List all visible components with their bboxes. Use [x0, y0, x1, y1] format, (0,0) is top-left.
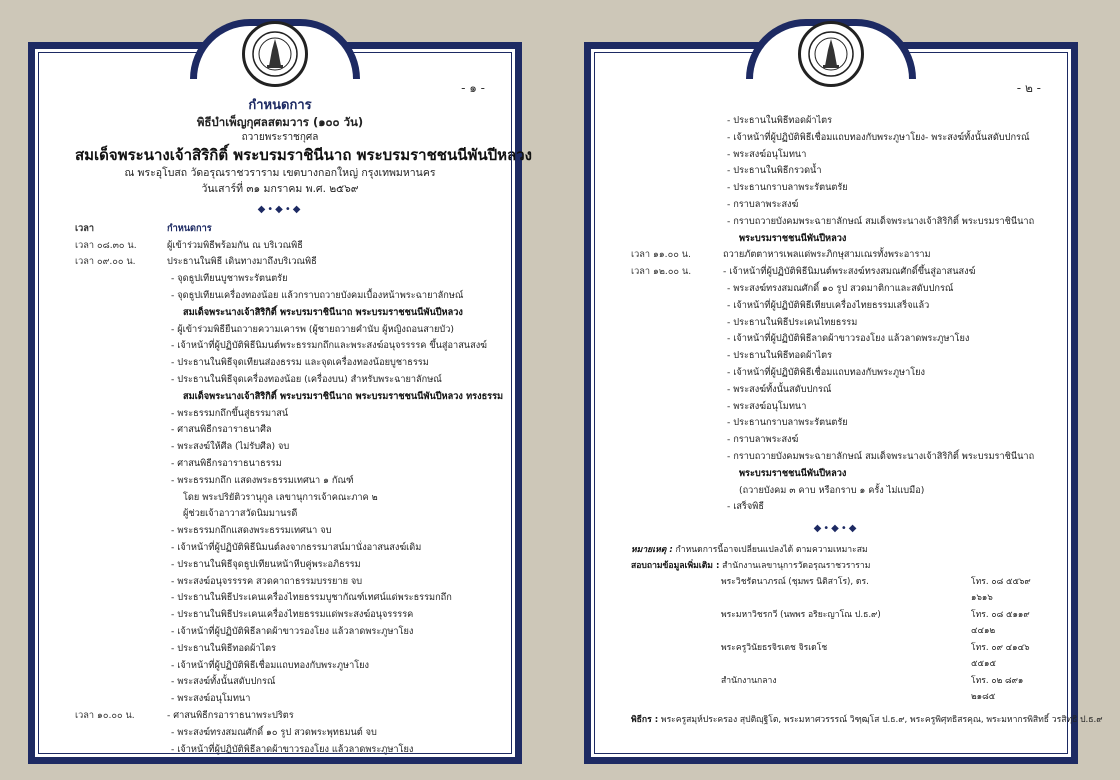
schedule-row: [75, 590, 485, 607]
schedule-row: [75, 422, 485, 439]
schedule-item: - เจ้าหน้าที่ผู้ปฏิบัติพิธีลาดผ้าขาวรองโยง แล้วลาดพระภูษาโยง: [171, 625, 414, 637]
schedule-item: - ประธานในพิธีทอดผ้าไตร: [171, 642, 277, 654]
schedule-time: เวลา ๑๑.๐๐ น.: [631, 249, 691, 261]
schedule-row: [75, 473, 485, 490]
schedule-row: [631, 382, 1041, 399]
schedule-time: [631, 415, 723, 432]
schedule-row: [631, 214, 1041, 231]
schedule-item: - ประธานในพิธีกรวดน้ำ: [727, 165, 822, 177]
schedule-time: [631, 331, 723, 348]
temple-seal-logo: [798, 21, 864, 87]
schedule-row: [75, 254, 485, 271]
schedule-page-2: [584, 42, 1103, 764]
schedule-time: [75, 674, 167, 691]
schedule-item: - ประธานในพิธีจุดเครื่องทองน้อย (เครื่องบน) สำหรับพระฉายาลักษณ์: [171, 373, 442, 385]
schedule-item: - พระธรรมกถึกขึ้นสู่ธรรมาสน์: [171, 407, 289, 419]
schedule-row: [75, 506, 485, 523]
schedule-time: [75, 372, 167, 389]
schedule-time: [75, 742, 167, 759]
schedule-item: - พระธรรมกถึกแสดงพระธรรมเทศนา จบ: [171, 525, 332, 537]
schedule-row: [75, 238, 485, 255]
schedule-row: [631, 399, 1041, 416]
schedule-row: [631, 163, 1041, 180]
schedule-content: [631, 113, 1103, 728]
schedule-row: [75, 372, 485, 389]
schedule-time: [75, 389, 167, 406]
ceremony-line: [631, 712, 1103, 728]
schedule-row: [75, 490, 485, 507]
schedule-row: [631, 415, 1041, 432]
schedule-time: [631, 281, 723, 298]
schedule-content: [75, 97, 532, 758]
schedule-item: - กราบลาพระสงฆ์: [727, 434, 799, 446]
schedule-time: [631, 348, 723, 365]
schedule-time: [631, 483, 723, 500]
contact-row: [631, 574, 1041, 607]
schedule-item: - ประธานในพิธีทอดผ้าไตร: [727, 350, 833, 362]
schedule-row: [75, 322, 485, 339]
schedule-row: [75, 439, 485, 456]
schedule-time: [75, 473, 167, 490]
inquiry-text: สำนักงานเลขานุการวัดอรุณราชวราราม: [722, 560, 871, 571]
schedule-item: - เจ้าหน้าที่ผู้ปฏิบัติพิธีนิมนต์พระธรรมกถึกและพระสงฆ์อนุจรรรรค ขึ้นสู่อาสนสงฆ์: [171, 340, 488, 352]
schedule-time: [75, 658, 167, 675]
schedule-row: [75, 691, 485, 708]
schedule-row: [631, 432, 1041, 449]
ceremony-label: พิธีกร :: [631, 714, 659, 725]
schedule-header-row: [75, 221, 485, 238]
schedule-page-1: [28, 42, 532, 764]
schedule-time: [631, 449, 723, 466]
schedule-time: [631, 231, 723, 248]
schedule-item: - กราบลาพระสงฆ์: [727, 198, 799, 210]
inquiry-line: [631, 558, 1041, 574]
schedule-list: [75, 238, 504, 759]
note-text: กำหนดการนี้อาจเปลี่ยนแปลงได้ ตามความเหมาะสม: [675, 544, 868, 555]
schedule-item: - เจ้าหน้าที่ผู้ปฏิบัติพิธีเชื่อมแถบทองกับพระภูษาโยง: [727, 366, 926, 378]
contact-row: [631, 607, 1041, 640]
contact-name: สำนักงานกลาง: [721, 675, 777, 686]
schedule-time: [631, 382, 723, 399]
schedule-row: [631, 298, 1041, 315]
schedule-item: - จุดธูปเทียนบูชาพระรัตนตรัย: [171, 273, 288, 285]
schedule-item: ผู้เข้าร่วมพิธีพร้อมกัน ณ บริเวณพิธี: [167, 239, 303, 251]
schedule-item: - ประธานในพิธีจุดเทียนส่องธรรม และจุดเครื่องทองน้อยบูชาธรรม: [171, 357, 429, 369]
schedule-time: [75, 574, 167, 591]
schedule-item: - เจ้าหน้าที่ผู้ปฏิบัติพิธีเชื่อมแถบทองกับพระภูษาโยง: [171, 659, 370, 671]
venue-line: ณ พระอุโบสถ วัดอรุณราชวราราม เขตบางกอกใหญ่ กรุงเทพมหานคร: [124, 167, 436, 179]
schedule-time: [75, 288, 167, 305]
schedule-item: - พระสงฆ์อนุโมทนา: [727, 400, 807, 412]
schedule-time: [631, 163, 723, 180]
schedule-time: [631, 197, 723, 214]
schedule-item: - ประธานกราบลาพระรัตนตรัย: [727, 182, 848, 194]
schedule-row: [631, 281, 1041, 298]
schedule-row: [75, 389, 504, 406]
schedule-item: - เจ้าหน้าที่ผู้ปฏิบัติพิธีลาดผ้าขาวรองโยง แล้วลาดพระภูษาโยง: [727, 333, 970, 345]
schedule-item: - ประธานกราบลาพระรัตนตรัย: [727, 417, 848, 429]
contact-phone: โทร. ๐๘ ๕๕๖๙ ๑๖๑๖: [971, 576, 1031, 604]
schedule-item: ผู้ช่วยเจ้าอาวาสวัดนิมมานรดี: [183, 508, 298, 520]
schedule-row: [75, 540, 485, 557]
ceremony-text: พระครูสมุห์ประครอง สุปติญฺฐิโต, พระมหาศวรรรณ์ วิฑฺฒฺโส ป.ธ.๙, พระครูพิศุทธิสรคุณ, พระมหากรพิสิทธิ์ วรสิทฺธิ ป.ธ.๙: [660, 714, 1103, 725]
schedule-time: [75, 590, 167, 607]
schedule-row: [631, 231, 1041, 248]
contact-name: พระวิชรัตนาภรณ์ (ชุมพร นิติสาโร), ดร.: [721, 576, 869, 587]
dedication-line: ถวายพระราชกุศล: [241, 132, 319, 143]
schedule-item: - จุดธูปเทียนเครื่องทองน้อย แล้วกราบถวายบังคมเบื้องหน้าพระฉายาลักษณ์: [171, 289, 464, 301]
schedule-item: - พระธรรมกถึก แสดงพระธรรมเทศนา ๑ กัณฑ์: [171, 474, 354, 486]
schedule-row: [631, 113, 1041, 130]
schedule-item: - ประธานในพิธีประเคนไทยธรรม: [727, 316, 858, 328]
schedule-row: [75, 607, 485, 624]
schedule-row: [75, 305, 485, 322]
contact-phone: โทร. ๐๒ ๘๙๑ ๒๑๘๕: [971, 675, 1024, 703]
schedule-time: [631, 113, 723, 130]
schedule-row: [631, 365, 1041, 382]
schedule-item: ประธานในพิธี เดินทางมาถึงบริเวณพิธี: [167, 256, 317, 268]
schedule-item: - เจ้าหน้าที่ผู้ปฏิบัติพิธีนิมนต์ลงจากธรรมาสน์มานั่งอาสนสงฆ์เดิม: [171, 541, 422, 553]
contact-row: [631, 673, 1041, 706]
schedule-item: - พระสงฆ์ทรงสมณศักดิ์ ๑๐ รูป สวดมาติกาและสดับปกรณ์: [727, 282, 954, 294]
schedule-row: [75, 406, 485, 423]
schedule-time: [75, 355, 167, 372]
schedule-time: [75, 540, 167, 557]
schedule-row: [631, 147, 1041, 164]
schedule-row: [75, 456, 485, 473]
schedule-item: - ศาสนพิธีกรอาราธนาพระปริตร: [167, 709, 294, 721]
schedule-item: - ประธานในพิธีจุดธูปเทียนหน้าหีบคู่พระอภิธรรม: [171, 558, 361, 570]
schedule-list: [631, 113, 1041, 516]
page-number: - ๑ -: [461, 81, 485, 95]
schedule-row: [75, 557, 485, 574]
schedule-row: [75, 742, 485, 759]
schedule-time: [75, 691, 167, 708]
schedule-item: โดย พระปริยัติวรานุกูล เลขานุการเจ้าคณะภาค ๒: [183, 491, 378, 503]
schedule-time: [75, 422, 167, 439]
schedule-row: [75, 338, 488, 355]
schedule-item: - กราบถวายบังคมพระฉายาลักษณ์ สมเด็จพระนางเจ้าสิริกิติ์ พระบรมราชินีนาถ: [727, 215, 1035, 227]
contact-phone: โทร. ๐๙ ๔๑๔๖ ๕๕๑๕: [971, 642, 1030, 670]
ornament-divider: ◆•◆•◆: [813, 523, 859, 535]
schedule-item: พระบรมราชชนนีพันปีหลวง: [739, 232, 847, 244]
schedule-row: [631, 130, 1041, 147]
schedule-row: [631, 180, 1041, 197]
schedule-item: - เสร็จพิธี: [727, 501, 764, 513]
schedule-time: [75, 624, 167, 641]
schedule-item: - ศาสนพิธีกรอาราธนาธรรม: [171, 457, 282, 469]
schedule-item: - พระสงฆ์ทรงสมณศักดิ์ ๑๐ รูป สวดพระพุทธมนต์ จบ: [171, 726, 377, 738]
schedule-time: เวลา ๑๐.๐๐ น.: [75, 709, 135, 721]
schedule-item: - พระสงฆ์ทั้งนั้นสดับปกรณ์: [727, 383, 832, 395]
schedule-item: - เจ้าหน้าที่ผู้ปฏิบัติพิธีเชื่อมแถบทองกับพระภูษาโยง- พระสงฆ์ทั้งนั้นสดับปกรณ์: [727, 131, 1030, 143]
schedule-item: - พระสงฆ์ให้ศีล (ไม่รับศีล) จบ: [171, 441, 290, 453]
schedule-item: - ประธานในพิธีทอดผ้าไตร: [727, 115, 833, 126]
inquiry-label: สอบถามข้อมูลเพิ่มเติม :: [631, 560, 720, 571]
schedule-time: [631, 214, 723, 231]
schedule-row: [631, 466, 1041, 483]
schedule-row: [631, 264, 1041, 281]
schedule-time: [631, 432, 723, 449]
note-label: หมายเหตุ :: [631, 544, 673, 555]
contact-row: [631, 640, 1041, 673]
contact-name: พระมหาวิชรกวี (นพพร อริยะญาโณ ป.ธ.๙): [721, 609, 881, 620]
date-line: วันเสาร์ที่ ๓๑ มกราคม พ.ศ. ๒๕๖๙: [201, 183, 359, 195]
schedule-item: (ถวายบังคม ๓ คาบ หรือกราบ ๑ ครั้ง ไม่แบมือ): [739, 484, 925, 496]
ceremony-name: พิธีบำเพ็ญกุศลสตมวาร (๑๐๐ วัน): [196, 115, 364, 129]
schedule-item: - พระสงฆ์ทั้งนั้นสดับปกรณ์: [171, 676, 276, 688]
ornament-divider: ◆•◆•◆: [257, 204, 303, 215]
schedule-row: [631, 449, 1041, 466]
contact-list: [631, 574, 1041, 706]
schedule-row: [631, 247, 1041, 264]
schedule-row: [75, 674, 485, 691]
contact-name: พระครูวินัยธรจิรเดช จิรเดโช: [721, 642, 828, 653]
temple-seal-logo: [242, 21, 308, 87]
schedule-item: สมเด็จพระนางเจ้าสิริกิติ์ พระบรมราชินีนาถ พระบรมราชชนนีพันปีหลวง: [183, 306, 463, 318]
note-line: [631, 542, 1041, 558]
schedule-time: [75, 607, 167, 624]
schedule-time: [631, 365, 723, 382]
schedule-item: - เจ้าหน้าที่ผู้ปฏิบัติพิธีลาดผ้าขาวรองโยง แล้วลาดพระภูษาโยง: [171, 743, 414, 755]
schedule-time: [75, 271, 167, 288]
schedule-time: [75, 338, 167, 355]
schedule-row: [75, 523, 485, 540]
page-number: - ๒ -: [1016, 81, 1041, 95]
schedule-item: - พระสงฆ์อนุจรรรรค สวดคาถาธรรมบรรยาย จบ: [171, 575, 363, 587]
schedule-item: - พระสงฆ์อนุโมทนา: [727, 148, 807, 160]
schedule-item: - ผู้เข้าร่วมพิธียืนถวายความเคารพ (ผู้ชายถวายคำนับ ผู้หญิงถอนสายบัว): [171, 323, 455, 335]
schedule-column-header: กำหนดการ: [167, 222, 212, 234]
schedule-row: [631, 348, 1041, 365]
schedule-row: [631, 499, 1041, 516]
schedule-time: [631, 147, 723, 164]
schedule-item: - ประธานในพิธีประเคนเครื่องไทยธรรมบูชากัณฑ์เทศน์แด่พระธรรมกถึก: [171, 592, 452, 604]
schedule-row: [75, 708, 485, 725]
schedule-time: เวลา ๐๘.๓๐ น.: [75, 239, 137, 251]
temple-seal-icon: [807, 30, 855, 78]
contact-phone: โทร. ๐๘ ๕๑๑๙ ๔๔๑๒: [971, 609, 1030, 637]
schedule-time: [75, 725, 167, 742]
schedule-time: [75, 322, 167, 339]
schedule-item: - ประธานในพิธีประเคนเครื่องไทยธรรมแด่พระสงฆ์อนุจรรรรค: [171, 609, 414, 621]
schedule-time: [631, 315, 723, 332]
schedule-row: [75, 624, 485, 641]
schedule-time: [75, 439, 167, 456]
temple-seal-icon: [251, 30, 299, 78]
schedule-time: เวลา ๑๒.๐๐ น.: [631, 266, 692, 278]
schedule-row: [631, 315, 1041, 332]
schedule-time: [75, 641, 167, 658]
time-column-header: เวลา: [75, 222, 95, 234]
schedule-item: สมเด็จพระนางเจ้าสิริกิติ์ พระบรมราชินีนาถ พระบรมราชชนนีพันปีหลวง ทรงธรรม: [183, 390, 504, 402]
schedule-row: [75, 641, 485, 658]
document-title: กำหนดการ: [248, 98, 312, 113]
schedule-time: [631, 499, 723, 516]
schedule-item: - พระสงฆ์อนุโมทนา: [171, 693, 251, 705]
schedule-row: [631, 483, 1041, 500]
schedule-row: [631, 197, 1041, 214]
schedule-item: - กราบถวายบังคมพระฉายาลักษณ์ สมเด็จพระนางเจ้าสิริกิติ์ พระบรมราชินีนาถ: [727, 450, 1035, 462]
honoree-name: สมเด็จพระนางเจ้าสิริกิติ์ พระบรมราชินีนาถ พระบรมราชชนนีพันปีหลวง: [75, 146, 532, 164]
schedule-time: [631, 298, 723, 315]
schedule-item: พระบรมราชชนนีพันปีหลวง: [739, 467, 847, 479]
schedule-item: - เจ้าหน้าที่ผู้ปฏิบัติพิธีเทียบเครื่องไทยธรรมเสร็จแล้ว: [727, 299, 930, 311]
schedule-row: [75, 355, 485, 372]
schedule-time: [75, 557, 167, 574]
schedule-time: [631, 466, 723, 483]
schedule-item: ถวายภัตตาหารเพลแด่พระภิกษุสามเณรทั้งพระอาราม: [723, 249, 931, 261]
schedule-time: [75, 506, 167, 523]
schedule-time: [631, 180, 723, 197]
schedule-time: [75, 406, 167, 423]
schedule-time: เวลา ๐๙.๐๐ น.: [75, 256, 136, 268]
schedule-row: [75, 725, 485, 742]
schedule-item: - เจ้าหน้าที่ผู้ปฏิบัติพิธีนิมนต์พระสงฆ์ทรงสมณศักดิ์ขึ้นสู่อาสนสงฆ์: [723, 266, 976, 278]
schedule-item: - ศาสนพิธีกรอาราธนาศีล: [171, 424, 272, 436]
schedule-row: [75, 271, 485, 288]
schedule-row: [631, 331, 1041, 348]
schedule-time: [75, 523, 167, 540]
schedule-row: [75, 574, 485, 591]
schedule-time: [75, 456, 167, 473]
schedule-time: [75, 490, 167, 507]
schedule-time: [631, 399, 723, 416]
schedule-row: [75, 288, 485, 305]
schedule-time: [631, 130, 723, 147]
schedule-row: [75, 658, 485, 675]
schedule-time: [75, 305, 167, 322]
